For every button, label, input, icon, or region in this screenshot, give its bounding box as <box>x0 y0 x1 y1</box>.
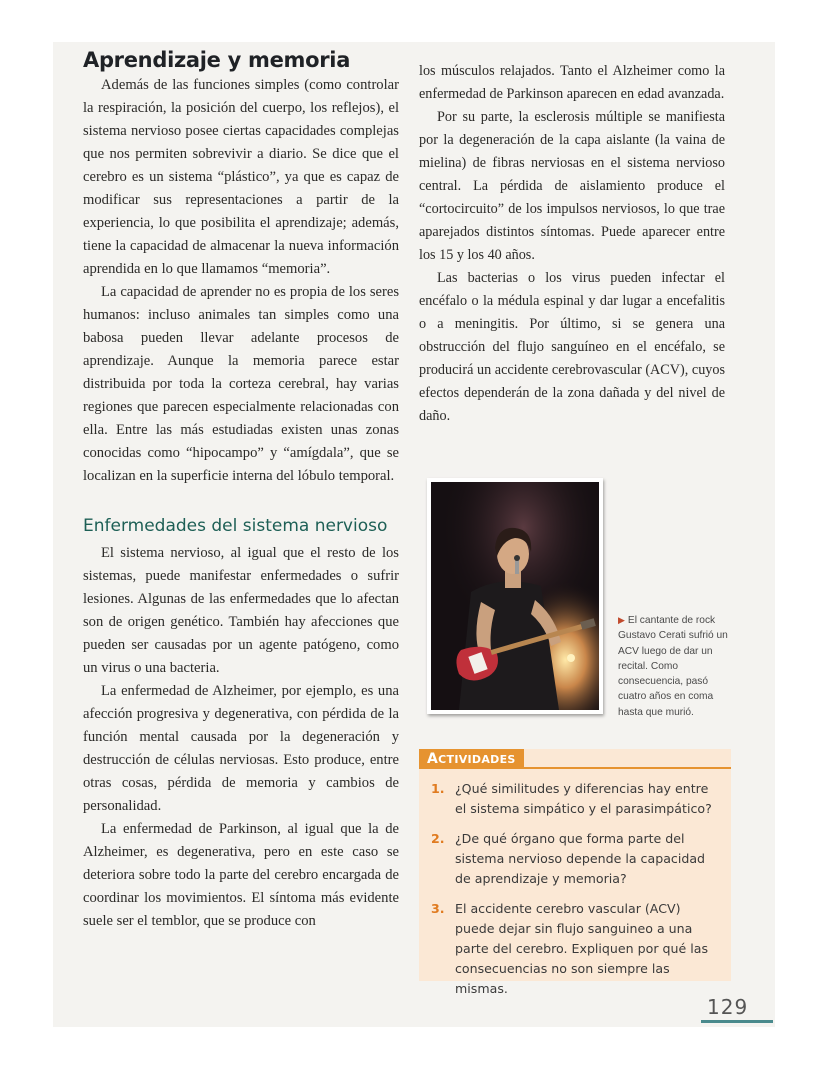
paragraph-intro-1: Además de las funciones simples (como controlar la respiración, la posición del cuerpo, los reflejos), el sistema nervioso posee ciertas capacidades complejas que nos permiten sobrevivir a diario. Se dice que el cerebro es un sistema “plástico”, ya que es capaz de modificar sus representaciones a partir de la experiencia, lo que posibilita el aprendizaje; además, tiene la capacidad de almacenar la nueva información aprendida en lo que llamamos “memoria”. <box>83 77 399 277</box>
activity-item <box>431 779 721 819</box>
activities-header-rest: CTIVIDADES <box>438 753 516 766</box>
paragraph-continued: los músculos relajados. Tanto el Alzheimer como la enfermedad de Parkinson aparecen en edad avanzada. <box>419 63 725 102</box>
activity-item <box>431 829 721 889</box>
left-column <box>83 48 399 933</box>
activity-text: ¿Qué similitudes y diferencias hay entre el sistema simpático y el parasimpático? <box>455 781 712 816</box>
paragraph-diseases-1: El sistema nervioso, al igual que el resto de los sistemas, puede manifestar enfermedades o sufrir lesiones. Algunas de las enfermedades que lo afectan son de origen genético. También hay afecciones que pueden ser causadas por un agente patógeno, como un virus o una bacteria. <box>83 545 399 676</box>
activity-item <box>431 899 721 999</box>
page-number-bar <box>701 1020 773 1023</box>
page-number: 129 <box>707 995 749 1019</box>
activity-text: ¿De qué órgano que forma parte del sistema nervioso depende la capacidad de aprendizaje y memoria? <box>455 831 706 886</box>
paragraph-alzheimer: La enfermedad de Alzheimer, por ejemplo, es una afección progresiva y degenerativa, con pérdida de la función mental causada por la degeneración y destrucción de células nerviosas. Esto produce, entre otras cosas, pérdida de memoria y cambios de personalidad. <box>83 683 399 814</box>
activity-number: 3. <box>431 901 445 916</box>
activities-divider <box>419 767 731 769</box>
caption-arrow-icon: ▶ <box>618 615 625 625</box>
activities-header <box>419 749 524 769</box>
activities-list <box>431 779 721 1009</box>
concert-photo <box>427 478 603 714</box>
photo-caption <box>618 613 736 720</box>
activity-number: 2. <box>431 831 445 846</box>
right-column <box>419 60 725 428</box>
paragraph-parkinson: La enfermedad de Parkinson, al igual que la de Alzheimer, es degenerativa, pero en este caso se deteriora sobre todo la parte del cerebro encargada de coordinar los movimientos. El síntoma más evidente suele ser el temblor, que se produce con <box>83 821 399 929</box>
section-heading: Enfermedades del sistema nervioso <box>83 516 388 536</box>
activities-header-initial: A <box>427 751 439 767</box>
paragraph-intro-2: La capacidad de aprender no es propia de los seres humanos: incluso animales tan simples como una babosa pueden llevar adelante procesos de aprendizaje. Aunque la memoria parece estar distribuida por toda la corteza cerebral, hay varias regiones que parecen especialmente relacionadas con ella. Entre las más estudiadas existen unas zonas conocidas como “hipocampo” y “amígdala”, que se localizan en la superficie interna del lóbulo temporal. <box>83 284 399 484</box>
activity-number: 1. <box>431 781 445 796</box>
paragraph-sclerosis: Por su parte, la esclerosis múltiple se manifiesta por la degeneración de la capa aislante (la vaina de mielina) de fibras nerviosas en el sistema nervioso central. La pérdida de aislamiento produce el “cortocircuito” de los impulsos nerviosos, lo que trae aparejados distintos síntomas. Puede aparecer entre los 15 y los 40 años. <box>419 109 725 263</box>
textbook-page <box>53 42 775 1027</box>
page-title: Aprendizaje y memoria <box>83 48 351 72</box>
paragraph-infections-acv: Las bacterias o los virus pueden infectar el encéfalo o la médula espinal y dar lugar a encefalitis o a meningitis. Por último, si se genera una obstrucción del flujo sanguíneo en el encéfalo, se producirá un accidente cerebrovascular (ACV), cuyos efectos dependerán de la zona dañada y del nivel de daño. <box>419 270 725 424</box>
activities-box <box>419 749 731 996</box>
caption-text: El cantante de rock Gustavo Cerati sufrió un ACV luego de dar un recital. Como consecuencia, pasó cuatro años en coma hasta que murió. <box>618 615 728 718</box>
guitarist-illustration <box>431 482 599 710</box>
activity-text: El accidente cerebro vascular (ACV) puede dejar sin flujo sanguineo a una parte del cerebro. Expliquen por qué las consecuencias no son siempre las mismas. <box>455 901 709 996</box>
